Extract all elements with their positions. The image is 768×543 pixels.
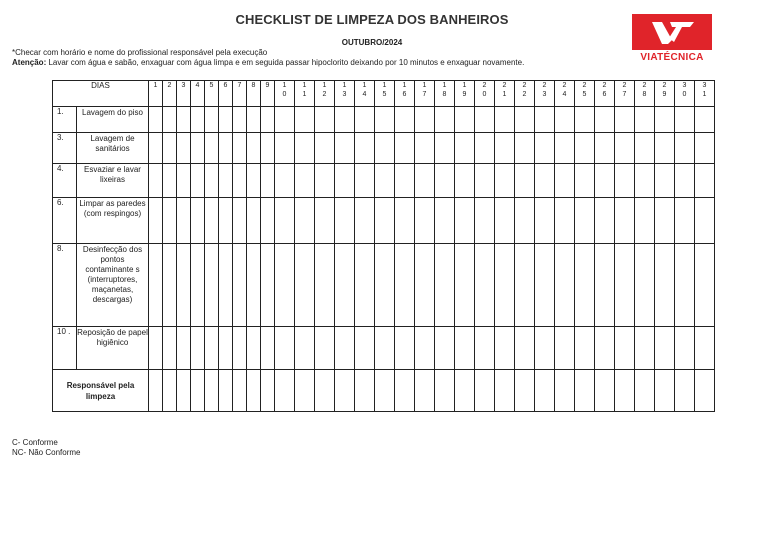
check-cell[interactable]	[295, 133, 315, 164]
check-cell[interactable]	[415, 164, 435, 198]
check-cell[interactable]	[177, 133, 191, 164]
check-cell[interactable]	[655, 164, 675, 198]
responsible-cell[interactable]	[275, 370, 295, 412]
check-cell[interactable]	[395, 107, 415, 133]
check-cell[interactable]	[295, 164, 315, 198]
day-header: 4	[191, 81, 205, 107]
check-cell[interactable]	[275, 327, 295, 370]
page-title: CHECKLIST DE LIMPEZA DOS BANHEIROS	[235, 12, 509, 27]
check-cell[interactable]	[495, 107, 515, 133]
days-header: DIAS	[53, 81, 149, 107]
check-cell[interactable]	[535, 133, 555, 164]
check-cell[interactable]	[275, 107, 295, 133]
attention-label: Atenção:	[12, 58, 47, 67]
check-cell[interactable]	[575, 198, 595, 244]
task-number: 8.	[53, 244, 77, 327]
check-cell[interactable]	[655, 198, 675, 244]
check-cell[interactable]	[205, 244, 219, 327]
check-cell[interactable]	[575, 244, 595, 327]
check-cell[interactable]	[355, 244, 375, 327]
check-cell[interactable]	[261, 327, 275, 370]
check-cell[interactable]	[535, 164, 555, 198]
day-header: 2 1	[495, 81, 515, 107]
task-row	[53, 198, 715, 244]
attention-text: Lavar com água e sabão, enxaguar com água limpa e em seguida passar hipoclorito deixando por 10 minutos e enxaguar novamente.	[46, 58, 525, 67]
check-cell[interactable]	[219, 133, 233, 164]
responsible-cell[interactable]	[247, 370, 261, 412]
check-cell[interactable]	[635, 107, 655, 133]
check-cell[interactable]	[315, 327, 335, 370]
check-cell[interactable]	[575, 164, 595, 198]
check-cell[interactable]	[535, 107, 555, 133]
check-cell[interactable]	[177, 164, 191, 198]
check-cell[interactable]	[275, 164, 295, 198]
day-header: 1 6	[395, 81, 415, 107]
responsible-cell[interactable]	[655, 370, 675, 412]
check-cell[interactable]	[395, 327, 415, 370]
check-cell[interactable]	[515, 133, 535, 164]
check-cell[interactable]	[219, 327, 233, 370]
check-cell[interactable]	[555, 133, 575, 164]
check-cell[interactable]	[375, 164, 395, 198]
check-cell[interactable]	[247, 198, 261, 244]
responsible-cell[interactable]	[535, 370, 555, 412]
logo-mark-icon	[632, 14, 712, 50]
responsible-cell[interactable]	[515, 370, 535, 412]
check-cell[interactable]	[191, 133, 205, 164]
check-cell[interactable]	[655, 327, 675, 370]
day-header: 1	[149, 81, 163, 107]
check-cell[interactable]	[275, 133, 295, 164]
check-cell[interactable]	[595, 244, 615, 327]
check-cell[interactable]	[415, 327, 435, 370]
task-description: Esvaziar e lavar lixeiras	[77, 164, 149, 198]
instruction-note: *Checar com horário e nome do profissional responsável pela execução	[12, 48, 268, 57]
check-cell[interactable]	[205, 107, 219, 133]
check-cell[interactable]	[149, 244, 163, 327]
day-header: 1 3	[335, 81, 355, 107]
task-row	[53, 244, 715, 327]
check-cell[interactable]	[555, 327, 575, 370]
check-cell[interactable]	[335, 327, 355, 370]
check-cell[interactable]	[555, 107, 575, 133]
check-cell[interactable]	[615, 164, 635, 198]
task-row	[53, 133, 715, 164]
check-cell[interactable]	[675, 244, 695, 327]
check-cell[interactable]	[149, 198, 163, 244]
check-cell[interactable]	[455, 107, 475, 133]
check-cell[interactable]	[455, 244, 475, 327]
day-header: 2	[163, 81, 177, 107]
check-cell[interactable]	[435, 164, 455, 198]
day-header: 3 1	[695, 81, 715, 107]
check-cell[interactable]	[355, 133, 375, 164]
day-header: 7	[233, 81, 247, 107]
day-header: 2 5	[575, 81, 595, 107]
check-cell[interactable]	[515, 164, 535, 198]
check-cell[interactable]	[177, 107, 191, 133]
company-logo	[632, 14, 712, 64]
check-cell[interactable]	[455, 133, 475, 164]
check-cell[interactable]	[335, 164, 355, 198]
day-header: 1 0	[275, 81, 295, 107]
check-cell[interactable]	[315, 164, 335, 198]
check-cell[interactable]	[695, 327, 715, 370]
day-header: 3	[177, 81, 191, 107]
check-cell[interactable]	[615, 107, 635, 133]
check-cell[interactable]	[233, 164, 247, 198]
check-cell[interactable]	[435, 244, 455, 327]
check-cell[interactable]	[295, 327, 315, 370]
check-cell[interactable]	[295, 198, 315, 244]
check-cell[interactable]	[163, 107, 177, 133]
day-header: 5	[205, 81, 219, 107]
responsible-cell[interactable]	[595, 370, 615, 412]
check-cell[interactable]	[163, 164, 177, 198]
check-cell[interactable]	[655, 107, 675, 133]
check-cell[interactable]	[635, 133, 655, 164]
check-cell[interactable]	[315, 244, 335, 327]
check-cell[interactable]	[191, 327, 205, 370]
task-description: Lavagem de sanitários	[77, 133, 149, 164]
check-cell[interactable]	[475, 164, 495, 198]
task-number: 10 .	[53, 327, 77, 370]
check-cell[interactable]	[261, 164, 275, 198]
check-cell[interactable]	[595, 327, 615, 370]
check-cell[interactable]	[435, 198, 455, 244]
table-header-row	[53, 81, 715, 107]
checklist-table	[52, 80, 715, 412]
check-cell[interactable]	[495, 133, 515, 164]
check-cell[interactable]	[219, 107, 233, 133]
check-cell[interactable]	[355, 327, 375, 370]
attention-note	[12, 58, 524, 67]
check-cell[interactable]	[495, 327, 515, 370]
check-cell[interactable]	[695, 107, 715, 133]
check-cell[interactable]	[675, 133, 695, 164]
day-header: 1 7	[415, 81, 435, 107]
day-header: 2 4	[555, 81, 575, 107]
check-cell[interactable]	[675, 164, 695, 198]
check-cell[interactable]	[191, 244, 205, 327]
responsible-row	[53, 370, 715, 412]
check-cell[interactable]	[355, 198, 375, 244]
legend-conforme: C- Conforme	[12, 438, 58, 447]
check-cell[interactable]	[575, 133, 595, 164]
check-cell[interactable]	[177, 244, 191, 327]
task-number: 6.	[53, 198, 77, 244]
day-header: 1 1	[295, 81, 315, 107]
check-cell[interactable]	[435, 327, 455, 370]
responsible-cell[interactable]	[219, 370, 233, 412]
check-cell[interactable]	[575, 107, 595, 133]
check-cell[interactable]	[395, 164, 415, 198]
check-cell[interactable]	[395, 198, 415, 244]
check-cell[interactable]	[233, 327, 247, 370]
check-cell[interactable]	[475, 133, 495, 164]
responsible-cell[interactable]	[395, 370, 415, 412]
check-cell[interactable]	[615, 133, 635, 164]
check-cell[interactable]	[635, 244, 655, 327]
check-cell[interactable]	[247, 164, 261, 198]
check-cell[interactable]	[535, 327, 555, 370]
check-cell[interactable]	[595, 164, 615, 198]
check-cell[interactable]	[315, 107, 335, 133]
check-cell[interactable]	[575, 327, 595, 370]
day-header: 1 9	[455, 81, 475, 107]
responsible-cell[interactable]	[455, 370, 475, 412]
check-cell[interactable]	[191, 198, 205, 244]
day-header: 8	[247, 81, 261, 107]
check-cell[interactable]	[149, 107, 163, 133]
task-number: 3.	[53, 133, 77, 164]
responsible-cell[interactable]	[335, 370, 355, 412]
check-cell[interactable]	[695, 244, 715, 327]
check-cell[interactable]	[247, 133, 261, 164]
responsible-cell[interactable]	[233, 370, 247, 412]
check-cell[interactable]	[675, 327, 695, 370]
responsible-cell[interactable]	[163, 370, 177, 412]
check-cell[interactable]	[295, 107, 315, 133]
responsible-cell[interactable]	[495, 370, 515, 412]
check-cell[interactable]	[455, 198, 475, 244]
legend-nao-conforme: NC- Não Conforme	[12, 448, 81, 457]
logo-text: VIATÉCNICA	[640, 52, 704, 63]
day-header: 2 0	[475, 81, 495, 107]
check-cell[interactable]	[205, 327, 219, 370]
check-cell[interactable]	[335, 198, 355, 244]
check-cell[interactable]	[355, 107, 375, 133]
check-cell[interactable]	[375, 133, 395, 164]
responsible-cell[interactable]	[295, 370, 315, 412]
check-cell[interactable]	[495, 164, 515, 198]
responsible-cell[interactable]	[615, 370, 635, 412]
check-cell[interactable]	[455, 327, 475, 370]
check-cell[interactable]	[233, 198, 247, 244]
responsible-cell[interactable]	[575, 370, 595, 412]
check-cell[interactable]	[177, 198, 191, 244]
check-cell[interactable]	[675, 198, 695, 244]
check-cell[interactable]	[515, 107, 535, 133]
check-cell[interactable]	[475, 198, 495, 244]
check-cell[interactable]	[675, 107, 695, 133]
day-header: 1 4	[355, 81, 375, 107]
day-header: 1 8	[435, 81, 455, 107]
check-cell[interactable]	[555, 164, 575, 198]
check-cell[interactable]	[615, 244, 635, 327]
check-cell[interactable]	[515, 327, 535, 370]
responsible-label: Responsável pela limpeza	[53, 370, 149, 412]
check-cell[interactable]	[555, 244, 575, 327]
responsible-cell[interactable]	[149, 370, 163, 412]
responsible-cell[interactable]	[635, 370, 655, 412]
check-cell[interactable]	[375, 107, 395, 133]
check-cell[interactable]	[275, 198, 295, 244]
check-cell[interactable]	[315, 133, 335, 164]
check-cell[interactable]	[219, 198, 233, 244]
check-cell[interactable]	[233, 133, 247, 164]
check-cell[interactable]	[515, 244, 535, 327]
check-cell[interactable]	[415, 198, 435, 244]
check-cell[interactable]	[535, 198, 555, 244]
responsible-cell[interactable]	[261, 370, 275, 412]
check-cell[interactable]	[177, 327, 191, 370]
day-header: 2 9	[655, 81, 675, 107]
check-cell[interactable]	[233, 107, 247, 133]
check-cell[interactable]	[435, 107, 455, 133]
responsible-cell[interactable]	[675, 370, 695, 412]
check-cell[interactable]	[149, 164, 163, 198]
day-header: 6	[219, 81, 233, 107]
responsible-cell[interactable]	[315, 370, 335, 412]
check-cell[interactable]	[595, 198, 615, 244]
task-description: Desinfecção dos pontos contaminante s (interruptores, maçanetas, descargas)	[77, 244, 149, 327]
check-cell[interactable]	[375, 327, 395, 370]
day-header: 2 2	[515, 81, 535, 107]
check-cell[interactable]	[635, 327, 655, 370]
check-cell[interactable]	[205, 133, 219, 164]
check-cell[interactable]	[535, 244, 555, 327]
responsible-cell[interactable]	[435, 370, 455, 412]
check-cell[interactable]	[247, 107, 261, 133]
task-description: Limpar as paredes (com respingos)	[77, 198, 149, 244]
check-cell[interactable]	[163, 133, 177, 164]
check-cell[interactable]	[635, 164, 655, 198]
check-cell[interactable]	[335, 244, 355, 327]
check-cell[interactable]	[655, 133, 675, 164]
day-header: 9	[261, 81, 275, 107]
check-cell[interactable]	[595, 107, 615, 133]
check-cell[interactable]	[515, 198, 535, 244]
check-cell[interactable]	[149, 327, 163, 370]
task-row	[53, 107, 715, 133]
check-cell[interactable]	[395, 244, 415, 327]
responsible-cell[interactable]	[475, 370, 495, 412]
check-cell[interactable]	[261, 133, 275, 164]
check-cell[interactable]	[163, 327, 177, 370]
check-cell[interactable]	[615, 198, 635, 244]
responsible-cell[interactable]	[375, 370, 395, 412]
check-cell[interactable]	[695, 198, 715, 244]
check-cell[interactable]	[475, 107, 495, 133]
check-cell[interactable]	[247, 327, 261, 370]
check-cell[interactable]	[415, 133, 435, 164]
responsible-cell[interactable]	[415, 370, 435, 412]
check-cell[interactable]	[261, 244, 275, 327]
day-header: 1 2	[315, 81, 335, 107]
responsible-cell[interactable]	[205, 370, 219, 412]
check-cell[interactable]	[375, 244, 395, 327]
check-cell[interactable]	[315, 198, 335, 244]
check-cell[interactable]	[219, 164, 233, 198]
check-cell[interactable]	[191, 107, 205, 133]
check-cell[interactable]	[555, 198, 575, 244]
check-cell[interactable]	[455, 164, 475, 198]
check-cell[interactable]	[335, 133, 355, 164]
check-cell[interactable]	[261, 198, 275, 244]
responsible-cell[interactable]	[191, 370, 205, 412]
check-cell[interactable]	[233, 244, 247, 327]
check-cell[interactable]	[191, 164, 205, 198]
check-cell[interactable]	[595, 133, 615, 164]
check-cell[interactable]	[475, 244, 495, 327]
check-cell[interactable]	[615, 327, 635, 370]
check-cell[interactable]	[415, 107, 435, 133]
responsible-cell[interactable]	[177, 370, 191, 412]
check-cell[interactable]	[495, 198, 515, 244]
logo-emblem	[632, 14, 712, 50]
check-cell[interactable]	[275, 244, 295, 327]
task-number: 1.	[53, 107, 77, 133]
check-cell[interactable]	[375, 198, 395, 244]
check-cell[interactable]	[163, 244, 177, 327]
task-description: Lavagem do piso	[77, 107, 149, 133]
check-cell[interactable]	[205, 198, 219, 244]
task-number: 4.	[53, 164, 77, 198]
check-cell[interactable]	[695, 133, 715, 164]
responsible-cell[interactable]	[355, 370, 375, 412]
check-cell[interactable]	[163, 198, 177, 244]
day-header: 2 3	[535, 81, 555, 107]
month-subtitle: OUTUBRO/2024	[341, 38, 403, 47]
check-cell[interactable]	[295, 244, 315, 327]
check-cell[interactable]	[355, 164, 375, 198]
day-header: 3 0	[675, 81, 695, 107]
check-cell[interactable]	[335, 107, 355, 133]
check-cell[interactable]	[435, 133, 455, 164]
day-header: 2 7	[615, 81, 635, 107]
task-description: Reposição de papel higiênico	[77, 327, 149, 370]
day-header: 2 8	[635, 81, 655, 107]
check-cell[interactable]	[205, 164, 219, 198]
check-cell[interactable]	[149, 133, 163, 164]
responsible-cell[interactable]	[695, 370, 715, 412]
check-cell[interactable]	[261, 107, 275, 133]
check-cell[interactable]	[695, 164, 715, 198]
day-header: 2 6	[595, 81, 615, 107]
day-header: 1 5	[375, 81, 395, 107]
task-row	[53, 327, 715, 370]
check-cell[interactable]	[247, 244, 261, 327]
task-row	[53, 164, 715, 198]
check-cell[interactable]	[475, 327, 495, 370]
check-cell[interactable]	[655, 244, 675, 327]
check-cell[interactable]	[635, 198, 655, 244]
check-cell[interactable]	[415, 244, 435, 327]
check-cell[interactable]	[219, 244, 233, 327]
check-cell[interactable]	[395, 133, 415, 164]
check-cell[interactable]	[495, 244, 515, 327]
responsible-cell[interactable]	[555, 370, 575, 412]
